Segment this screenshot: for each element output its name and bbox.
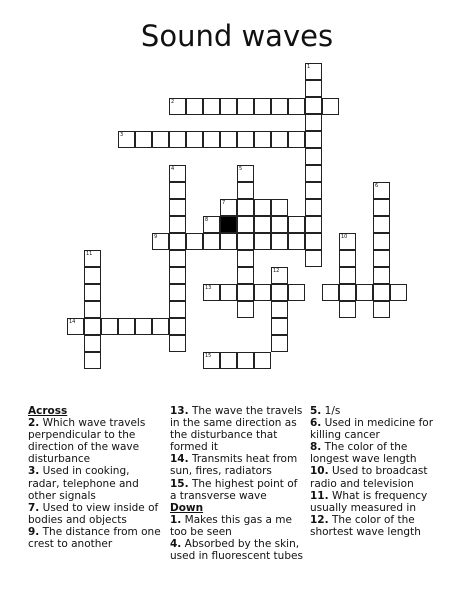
grid-cell[interactable] bbox=[220, 233, 237, 250]
down-clue-8: 8. The color of the longest wave length bbox=[310, 441, 417, 466]
grid-cell[interactable] bbox=[271, 98, 288, 115]
grid-cell[interactable] bbox=[339, 301, 356, 318]
clue-number: 5 bbox=[239, 166, 243, 172]
grid-cell[interactable] bbox=[390, 284, 407, 301]
grid-cell[interactable] bbox=[84, 284, 101, 301]
grid-cell[interactable] bbox=[305, 182, 322, 199]
black-cell bbox=[220, 216, 237, 233]
grid-cell[interactable] bbox=[254, 216, 271, 233]
grid-cell[interactable] bbox=[186, 98, 203, 115]
grid-cell[interactable] bbox=[356, 284, 373, 301]
grid-cell[interactable] bbox=[84, 301, 101, 318]
clue-number: 9 bbox=[154, 234, 158, 240]
grid-cell[interactable] bbox=[305, 131, 322, 148]
grid-cell[interactable] bbox=[169, 98, 186, 115]
grid-cell[interactable] bbox=[237, 199, 254, 216]
grid-cell[interactable] bbox=[118, 318, 135, 335]
grid-cell[interactable] bbox=[84, 267, 101, 284]
grid-cell[interactable] bbox=[237, 250, 254, 267]
puzzle-title: Sound waves bbox=[140, 19, 334, 53]
grid-cell[interactable] bbox=[254, 199, 271, 216]
grid-cell[interactable] bbox=[84, 335, 101, 352]
grid-cell[interactable] bbox=[339, 267, 356, 284]
across-clue-13: 13. The wave the travels in the same direction as the disturbance that formed it bbox=[170, 405, 303, 454]
grid-cell[interactable] bbox=[305, 250, 322, 267]
grid-cell[interactable] bbox=[237, 182, 254, 199]
clues-column-1 bbox=[28, 405, 163, 550]
grid-cell[interactable] bbox=[271, 131, 288, 148]
grid-cell[interactable] bbox=[203, 216, 220, 233]
grid-cell[interactable] bbox=[169, 131, 186, 148]
grid-cell[interactable] bbox=[135, 131, 152, 148]
down-clue-6: 6. Used in medicine for killing cancer bbox=[310, 417, 434, 442]
grid-cell[interactable] bbox=[169, 250, 186, 267]
clue-number: 12 bbox=[273, 268, 280, 274]
grid-cell[interactable] bbox=[373, 301, 390, 318]
grid-cell[interactable] bbox=[237, 216, 254, 233]
grid-cell[interactable] bbox=[288, 98, 305, 115]
grid-cell[interactable] bbox=[169, 267, 186, 284]
clues-column-2 bbox=[170, 405, 305, 562]
across-clue-9: 9. The distance from one crest to another bbox=[28, 525, 161, 551]
grid-cell[interactable] bbox=[373, 199, 390, 216]
grid-cell[interactable] bbox=[237, 131, 254, 148]
grid-cell[interactable] bbox=[220, 352, 237, 369]
grid-cell[interactable] bbox=[237, 233, 254, 250]
clue-number: 7 bbox=[222, 200, 226, 206]
grid-cell[interactable] bbox=[271, 335, 288, 352]
grid-cell[interactable] bbox=[305, 97, 322, 114]
grid-cell[interactable] bbox=[118, 131, 135, 148]
grid-cell[interactable] bbox=[203, 352, 220, 369]
across-heading: Across bbox=[28, 405, 68, 417]
grid-cell[interactable] bbox=[237, 301, 254, 318]
grid-cell[interactable] bbox=[220, 284, 237, 301]
grid-cell[interactable] bbox=[373, 233, 390, 250]
grid-cell[interactable] bbox=[203, 233, 220, 250]
grid-cell[interactable] bbox=[220, 98, 237, 115]
clue-number: 3 bbox=[120, 132, 124, 138]
grid-cell[interactable] bbox=[84, 352, 101, 369]
clues-section bbox=[0, 405, 474, 605]
grid-cell[interactable] bbox=[305, 114, 322, 131]
grid-cell[interactable] bbox=[169, 165, 186, 182]
grid-cell[interactable] bbox=[237, 98, 254, 115]
grid-cell[interactable] bbox=[237, 267, 254, 284]
grid-cell[interactable] bbox=[305, 216, 322, 233]
clue-number: 11 bbox=[86, 251, 93, 257]
grid-cell[interactable] bbox=[220, 131, 237, 148]
grid-cell[interactable] bbox=[271, 267, 288, 284]
grid-cell[interactable] bbox=[186, 233, 203, 250]
clue-number: 10 bbox=[341, 234, 348, 240]
down-clue-12: 12. The color of the shortest wave length bbox=[310, 513, 421, 538]
grid-cell[interactable] bbox=[254, 284, 271, 301]
grid-cell[interactable] bbox=[84, 318, 101, 335]
down-clue-1: 1. Makes this gas a me too be seen bbox=[170, 513, 292, 538]
grid-cell[interactable] bbox=[152, 233, 169, 250]
clue-number: 4 bbox=[171, 166, 175, 172]
across-clue-2: 2. Which wave travels perpendicular to the direction of the wave disturbance bbox=[28, 417, 146, 466]
grid-cell[interactable] bbox=[305, 233, 322, 250]
grid-cell[interactable] bbox=[339, 233, 356, 250]
grid-cell[interactable] bbox=[169, 318, 186, 335]
grid-cell[interactable] bbox=[373, 182, 390, 199]
across-clue-15: 15. The highest point of a transverse wave bbox=[170, 477, 298, 502]
grid-cell[interactable] bbox=[84, 250, 101, 267]
grid-cell[interactable] bbox=[271, 284, 288, 301]
grid-cell[interactable] bbox=[373, 216, 390, 233]
clues-column-3 bbox=[310, 405, 435, 538]
grid-cell[interactable] bbox=[152, 131, 169, 148]
grid-cell[interactable] bbox=[237, 165, 254, 182]
grid-cell[interactable] bbox=[254, 352, 271, 369]
grid-cell[interactable] bbox=[339, 284, 356, 301]
across-clue-3: 3. Used in cooking, radar, telephone and other signals bbox=[28, 465, 139, 502]
down-clue-11: 11. What is frequency usually measured in bbox=[310, 489, 428, 514]
grid-cell[interactable] bbox=[288, 131, 305, 148]
grid-cell[interactable] bbox=[322, 98, 339, 115]
grid-cell[interactable] bbox=[271, 216, 288, 233]
down-clue-4: 4. Absorbed by the skin, used in fluorescent tubes bbox=[170, 538, 303, 563]
grid-cell[interactable] bbox=[203, 131, 220, 148]
clue-number: 15 bbox=[205, 353, 212, 359]
grid-cell[interactable] bbox=[203, 98, 220, 115]
grid-cell[interactable] bbox=[220, 199, 237, 216]
grid-cell[interactable] bbox=[305, 165, 322, 182]
grid-cell[interactable] bbox=[169, 301, 186, 318]
clue-number: 14 bbox=[69, 319, 76, 325]
across-clue-14: 14. Transmits heat from sun, fires, radiators bbox=[170, 453, 298, 478]
grid-cell[interactable] bbox=[373, 267, 390, 284]
grid-cell[interactable] bbox=[135, 318, 152, 335]
grid-cell[interactable] bbox=[322, 284, 339, 301]
grid-cell[interactable] bbox=[271, 301, 288, 318]
grid-cell[interactable] bbox=[169, 284, 186, 301]
clue-number: 6 bbox=[375, 183, 379, 189]
grid-cell[interactable] bbox=[169, 233, 186, 250]
grid-cell[interactable] bbox=[169, 216, 186, 233]
grid-cell[interactable] bbox=[254, 131, 271, 148]
grid-cell[interactable] bbox=[288, 284, 305, 301]
grid-cell[interactable] bbox=[339, 250, 356, 267]
grid-cell[interactable] bbox=[271, 233, 288, 250]
grid-cell[interactable] bbox=[203, 284, 220, 301]
grid-cell[interactable] bbox=[373, 250, 390, 267]
grid-cell[interactable] bbox=[271, 199, 288, 216]
grid-cell[interactable] bbox=[237, 352, 254, 369]
grid-cell[interactable] bbox=[101, 318, 118, 335]
down-heading: Down bbox=[170, 501, 204, 514]
down-clue-10: 10. Used to broadcast radio and television bbox=[310, 465, 428, 490]
down-clue-5: 5. 1/s bbox=[310, 405, 341, 417]
grid-cell[interactable] bbox=[288, 216, 305, 233]
across-clue-7: 7. Used to view inside of bodies and objects bbox=[28, 501, 159, 526]
grid-cell[interactable] bbox=[237, 284, 254, 301]
grid-cell[interactable] bbox=[67, 318, 84, 335]
clue-number: 2 bbox=[171, 99, 175, 105]
clue-number: 13 bbox=[205, 285, 212, 291]
grid-cell[interactable] bbox=[169, 182, 186, 199]
grid-cell[interactable] bbox=[373, 284, 390, 301]
grid-cell[interactable] bbox=[169, 199, 186, 216]
grid-cell[interactable] bbox=[254, 233, 271, 250]
grid-cell[interactable] bbox=[254, 98, 271, 115]
grid-cell[interactable] bbox=[152, 318, 169, 335]
grid-cell[interactable] bbox=[271, 318, 288, 335]
grid-cell[interactable] bbox=[305, 148, 322, 165]
grid-cell[interactable] bbox=[186, 131, 203, 148]
grid-cell[interactable] bbox=[288, 233, 305, 250]
clue-number: 1 bbox=[307, 64, 311, 70]
clue-number: 8 bbox=[205, 217, 209, 223]
grid-cell[interactable] bbox=[305, 80, 322, 97]
grid-cell[interactable] bbox=[305, 63, 322, 80]
grid-cell[interactable] bbox=[169, 335, 186, 352]
grid-cell[interactable] bbox=[305, 199, 322, 216]
